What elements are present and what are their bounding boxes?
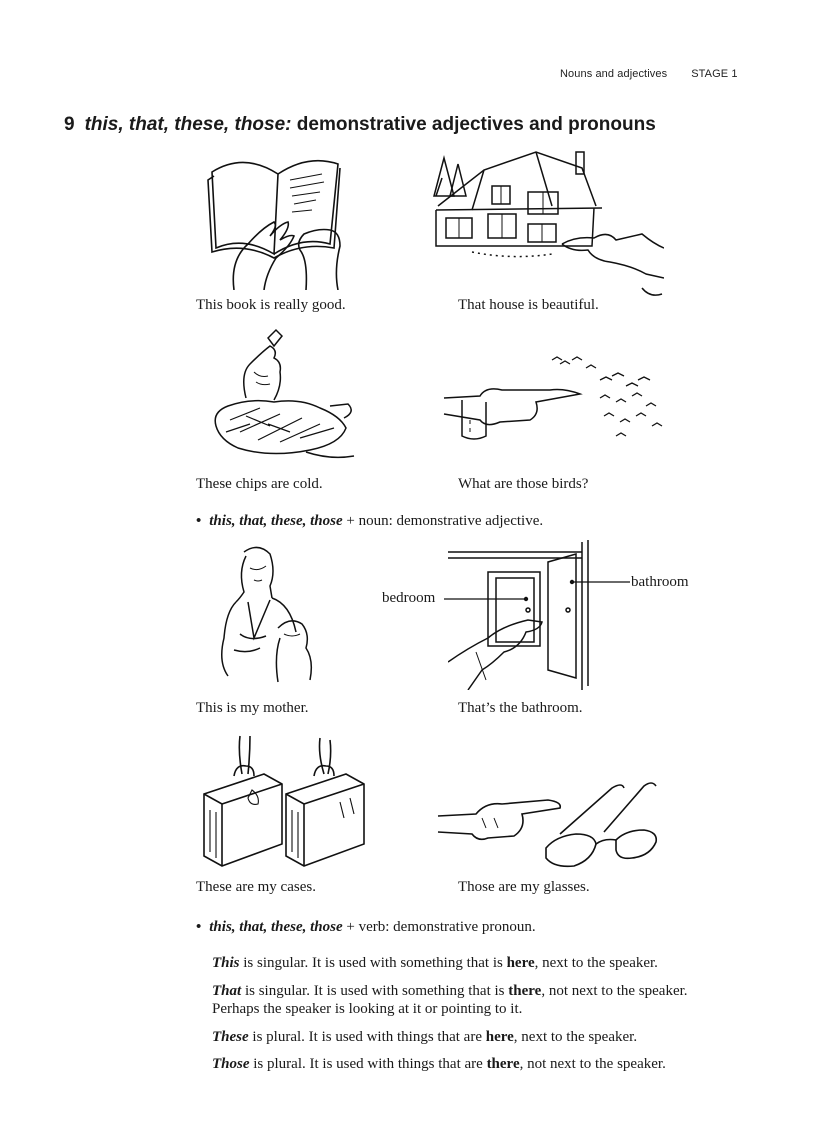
explanation-those: Those is plural. It is used with things that are there, not next to the speaker.: [212, 1056, 666, 1072]
bullet-adjective: • this, that, these, those + noun: demonstrative adjective.: [196, 513, 544, 529]
explanation-these: These is plural. It is used with things that are here, next to the speaker.: [212, 1029, 638, 1045]
keyword-this: This: [212, 955, 240, 971]
doors-illustration: [448, 540, 632, 690]
bullet-dot: •: [196, 919, 202, 935]
title-rest: demonstrative adjectives and pronouns: [296, 114, 656, 135]
bullet-text: verb: demonstrative pronoun.: [358, 919, 536, 935]
explanation-this: This is singular. It is used with something that is here, next to the speaker.: [212, 955, 658, 971]
book-illustration: [204, 150, 356, 290]
unit-number: 9: [64, 114, 75, 135]
keyword-that: That: [212, 983, 242, 999]
page-title: [64, 114, 656, 136]
bullet-dot: •: [196, 513, 202, 529]
bullet-text: noun: demonstrative adjective.: [358, 513, 544, 529]
caption-birds: What are those birds?: [458, 476, 589, 492]
caption-mother: This is my mother.: [196, 700, 309, 716]
stage-label: STAGE 1: [691, 68, 738, 80]
caption-glasses: Those are my glasses.: [458, 879, 590, 895]
leader-line-bedroom: [444, 594, 530, 604]
birds-illustration: [440, 350, 670, 458]
cases-illustration: [200, 734, 368, 872]
bullet-pronoun: • this, that, these, those + verb: demonstrative pronoun.: [196, 919, 536, 935]
glasses-illustration: [436, 778, 660, 870]
label-bedroom: bedroom: [382, 590, 436, 606]
caption-book: This book is really good.: [196, 297, 346, 313]
caption-chips: These chips are cold.: [196, 476, 323, 492]
keyword-those: Those: [212, 1056, 250, 1072]
house-illustration: [432, 148, 664, 306]
bullet-keywords: this, that, these, those: [209, 513, 343, 529]
caption-cases: These are my cases.: [196, 879, 316, 895]
title-keywords: this, that, these, those:: [84, 114, 292, 135]
leader-line-bathroom: [568, 577, 630, 587]
caption-house: That house is beautiful.: [458, 297, 599, 313]
chips-illustration: [210, 328, 360, 468]
explanation-that: That is singular. It is used with something that is there, not next to the speaker. Perhaps the speaker is looking at it or pointing to it.: [212, 983, 688, 1017]
mother-illustration: [214, 542, 326, 688]
caption-bathroom: That’s the bathroom.: [458, 700, 583, 716]
keyword-these: These: [212, 1029, 249, 1045]
running-header: [560, 68, 738, 80]
section-name: Nouns and adjectives: [560, 68, 668, 80]
label-bathroom: bathroom: [631, 574, 689, 590]
bullet-keywords: this, that, these, those: [209, 919, 343, 935]
